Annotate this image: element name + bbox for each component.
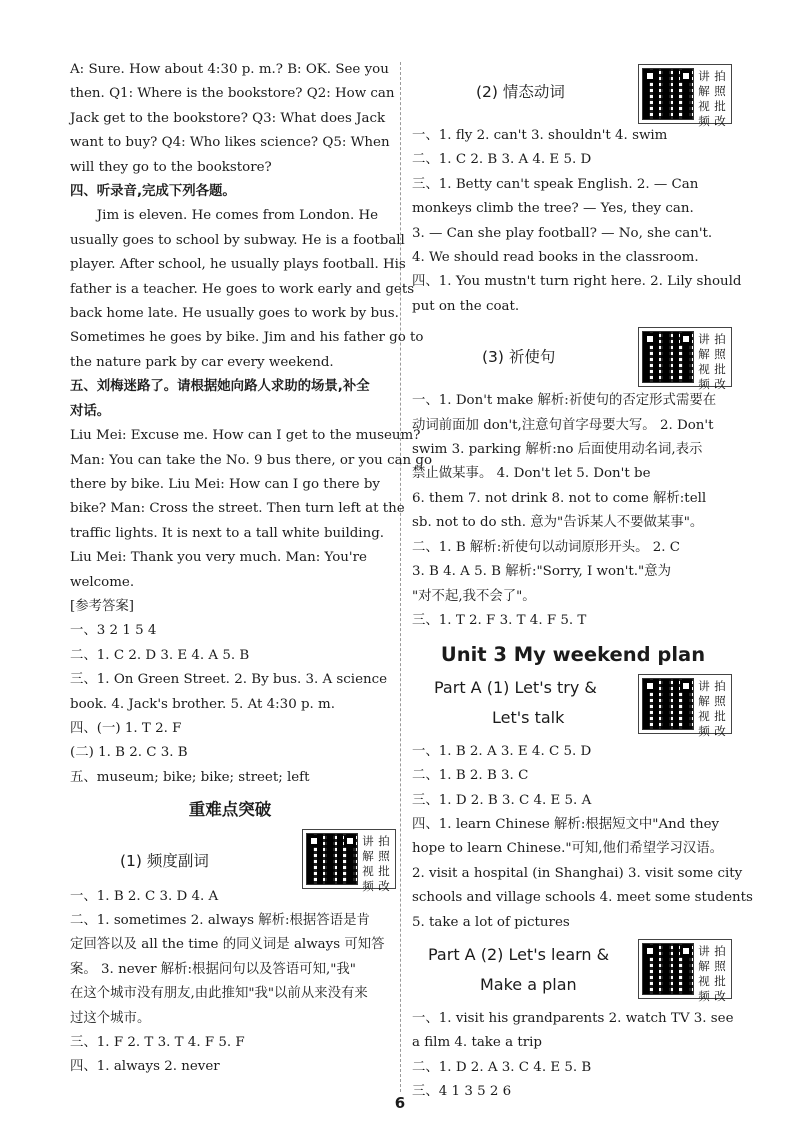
text-line: 二、1. D 2. A 3. C 4. E 5. B (412, 1059, 592, 1075)
text-line: 二、1. C 2. B 3. A 4. E 5. D (412, 152, 592, 168)
subsection-2-title: (2) 情态动词 (476, 83, 565, 101)
reference-answers (70, 619, 390, 790)
text-line: 过这个城市。 (70, 1010, 151, 1026)
text-line: 一、1. B 2. A 3. E 4. C 5. D (412, 743, 592, 759)
text-line: will they go to the bookstore? (70, 159, 272, 175)
text-line: 定回答以及 all the time 的同义词是 always 可知答 (70, 937, 385, 953)
qr-code-badge[interactable] (638, 939, 732, 1003)
qr-label: 讲 拍 解 照 视 批 频 改 (362, 833, 390, 893)
text-line: monkeys climb the tree? — Yes, they can. (412, 201, 694, 217)
part-a2-title-line2: Make a plan (480, 974, 577, 994)
text-line: Liu Mei: Excuse me. How can I get to the museum? (70, 428, 421, 444)
text-line: A: Sure. How about 4:30 p. m.? B: OK. See you (70, 62, 389, 77)
text-line: Man: You can take the No. 9 bus there, or you can go (70, 452, 433, 468)
section-4-title: 四、听录音,完成下列各题。 (70, 184, 236, 200)
part-a2-title-line1: Part A (2) Let's learn & (428, 944, 610, 964)
unit-title: Unit 3 My weekend plan (440, 643, 706, 667)
text-line: player. After school, he usually plays football. His (70, 257, 406, 273)
text-line: 3. B 4. A 5. B 解析:"Sorry, I won't."意为 (412, 564, 671, 580)
text-line: 一、1. fly 2. can't 3. shouldn't 4. swim (412, 128, 668, 143)
text-line: 三、1. T 2. F 3. T 4. F 5. T (412, 612, 587, 628)
text-line: traffic lights. It is next to a tall white building. (70, 525, 385, 541)
column-divider (400, 62, 401, 1092)
qr-code-badge[interactable] (302, 829, 396, 893)
text-line: 3. — Can she play football? — No, she can't. (412, 225, 713, 241)
qr-code-icon (306, 833, 358, 885)
text-line: 五、museum; bike; bike; street; left (70, 769, 310, 785)
subsection-1-answers (70, 885, 390, 1080)
text-line: bike? Man: Cross the street. Then turn left at the (70, 501, 405, 517)
text-line: schools and village schools 4. meet some students (412, 890, 753, 906)
dialog-transcript (70, 58, 395, 180)
text-line: 动词前面加 don't,注意句首字母要大写。 2. Don't (412, 417, 714, 433)
text-line: 在这个城市没有朋友,由此推知"我"以前从来没有来 (70, 986, 368, 1002)
text-line: hope to learn Chinese."可知,他们希望学习汉语。 (412, 841, 724, 857)
text-line: a film 4. take a trip (412, 1035, 542, 1051)
text-line: 5. take a lot of pictures (412, 914, 570, 930)
qr-code-badge[interactable] (638, 674, 732, 738)
text-line: 三、1. On Green Street. 2. By bus. 3. A science (70, 672, 388, 688)
text-line: 2. visit a hospital (in Shanghai) 3. visit some city (412, 865, 743, 881)
text-line: 一、1. visit his grandparents 2. watch TV 3. see (412, 1010, 734, 1026)
text-line: 四、(一) 1. T 2. F (70, 720, 182, 736)
subsection-3-answers (412, 389, 734, 633)
text-line: Liu Mei: Thank you very much. Man: You're (70, 550, 367, 566)
part-a1-header (412, 668, 734, 740)
text-line: 三、1. D 2. B 3. C 4. E 5. A (412, 792, 592, 808)
text-line: 6. them 7. not drink 8. not to come 解析:tell (412, 490, 707, 506)
text-line: welcome. (70, 574, 135, 590)
text-line: sb. not to do sth. 意为"告诉某人不要做某事"。 (412, 515, 704, 531)
text-line: book. 4. Jack's brother. 5. At 4:30 p. m. (70, 696, 336, 712)
dialog-liu-mei (70, 424, 433, 595)
text-line: swim 3. parking 解析:no 后面使用动名词,表示 (412, 442, 703, 458)
text-line: the nature park by car every weekend. (70, 354, 334, 370)
text-line: 二、1. B 解析:祈使句以动词原形开头。 2. C (412, 539, 681, 555)
text-line: 一、1. B 2. C 3. D 4. A (70, 888, 219, 904)
part-a1-answers (412, 740, 753, 935)
text-line: "对不起,我不会了"。 (412, 588, 536, 604)
text-line: 一、1. Don't make 解析:祈使句的否定形式需要在 (412, 393, 717, 409)
subsection-1-title: (1) 频度副词 (120, 851, 209, 870)
text-line: put on the coat. (412, 298, 520, 314)
qr-label: 讲 拍 解 照 视 批 频 改 (698, 678, 726, 738)
part-a2-header (412, 935, 734, 1007)
qr-label: 讲 拍 解 照 视 批 频 改 (698, 943, 726, 1003)
qr-code-icon (642, 678, 694, 730)
text-line: 二、1. C 2. D 3. E 4. A 5. B (70, 647, 250, 663)
right-column (412, 58, 753, 1105)
text-line: then. Q1: Where is the bookstore? Q2: How can (70, 86, 395, 102)
qr-label: 讲 拍 解 照 视 批 频 改 (698, 69, 726, 128)
text-line: 三、4 1 3 5 2 6 (412, 1084, 512, 1100)
text-line: father is a teacher. He goes to work early and gets (70, 281, 415, 297)
subsection-1-header (70, 829, 390, 893)
text-line: 二、1. B 2. B 3. C (412, 768, 529, 784)
qr-code-icon (642, 68, 694, 120)
text-line: Jim is eleven. He comes from London. He (96, 208, 379, 224)
text-line: 二、1. sometimes 2. always 解析:根据答语是肯 (70, 913, 370, 928)
text-line: 三、1. F 2. T 3. T 4. F 5. F (70, 1035, 245, 1051)
text-line: want to buy? Q4: Who likes science? Q5: When (70, 135, 390, 151)
listening-passage (70, 204, 424, 375)
text-line: (二) 1. B 2. C 3. B (70, 745, 188, 761)
reference-answer-title: [参考答案] (70, 598, 135, 614)
text-line: 四、1. You mustn't turn right here. 2. Lily should (412, 274, 742, 290)
text-line: Jack get to the bookstore? Q3: What does Jack (70, 110, 386, 126)
left-column (70, 58, 433, 1080)
text-line: 对话。 (70, 403, 111, 419)
part-a1-title-line2: Let's talk (492, 707, 565, 727)
subsection-3-header (412, 319, 734, 392)
qr-code-icon (642, 331, 694, 383)
focus-section-title: 重难点突破 (188, 800, 272, 820)
text-line: 禁止做某事。 4. Don't let 5. Don't be (412, 466, 651, 482)
qr-label: 讲 拍 解 照 视 批 频 改 (698, 332, 726, 392)
text-line: Sometimes he goes by bike. Jim and his father go to (70, 330, 424, 346)
qr-code-badge[interactable] (638, 327, 732, 392)
text-line: 四、1. always 2. never (70, 1059, 220, 1075)
text-line: 4. We should read books in the classroom. (412, 250, 699, 266)
qr-code-icon (642, 943, 694, 995)
subsection-3-title: (3) 祈使句 (482, 348, 556, 367)
part-a1-title-line1: Part A (1) Let's try & (434, 677, 597, 697)
text-line: back home late. He usually goes to work by bus. (70, 306, 399, 322)
page-number: 6 (394, 1094, 406, 1112)
subsection-2-answers (412, 124, 742, 319)
text-line: there by bike. Liu Mei: How can I go there by (70, 476, 380, 492)
section-5-title (70, 375, 390, 424)
text-line: 五、刘梅迷路了。请根据她向路人求助的场景,补全 (70, 379, 370, 395)
text-line: 一、3 2 1 5 4 (70, 623, 157, 639)
text-line: 三、1. Betty can't speak English. 2. — Can (412, 176, 699, 192)
text-line: 案。 3. never 解析:根据问句以及答语可知,"我" (70, 961, 356, 977)
text-line: usually goes to school by subway. He is a football (70, 232, 405, 248)
part-a2-answers (412, 1007, 734, 1105)
qr-code-badge[interactable] (638, 64, 732, 128)
subsection-2-header (412, 58, 734, 128)
text-line: 四、1. learn Chinese 解析:根据短文中"And they (412, 816, 720, 832)
